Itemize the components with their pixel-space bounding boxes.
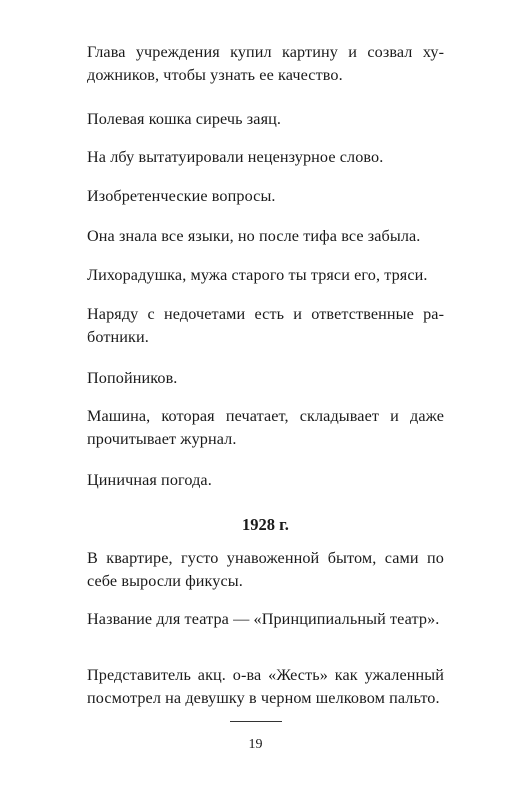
- paragraph: На лбу вытатуировали нецензурное слово.: [87, 148, 384, 166]
- paragraph: Представитель акц. о-ва «Жесть» как ужаленный посмотрел на девушку в черном шелковом пальто.: [87, 666, 444, 707]
- paragraph: В квартире, густо унавоженной бытом, сами по себе выросли фикусы.: [87, 549, 444, 590]
- section-heading: 1928 г.: [242, 515, 289, 534]
- paragraph: Попойников.: [87, 369, 178, 387]
- footer-rule: [230, 721, 282, 722]
- paragraph: Полевая кошка сиречь заяц.: [87, 110, 282, 128]
- paragraph: Циничная погода.: [87, 471, 212, 489]
- paragraph: Название для театра — «Принципиальный театр».: [87, 610, 440, 628]
- paragraph: Машина, которая печатает, складывает и даже прочитывает журнал.: [87, 407, 444, 448]
- paragraph: Изобретенческие вопросы.: [87, 187, 276, 205]
- page-number: 19: [248, 737, 263, 752]
- paragraph: Она знала все языки, но после тифа все забыла.: [87, 227, 421, 245]
- paragraph: Лихорадушка, мужа старого ты тряси его, тряси.: [87, 266, 428, 284]
- paragraph: Наряду с недочетами есть и ответственные работники.: [87, 305, 444, 346]
- paragraph: Глава учреждения купил картину и созвал художников, чтобы узнать ее качество.: [87, 43, 444, 84]
